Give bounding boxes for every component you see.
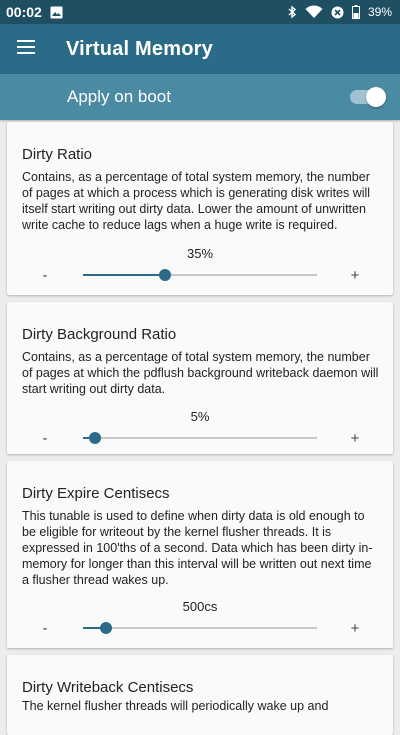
slider-thumb[interactable] <box>89 432 101 444</box>
image-icon <box>50 6 63 19</box>
cross-icon <box>331 6 344 19</box>
dirty-expire-centisecs-card <box>7 461 393 648</box>
increase-button[interactable]: + <box>350 430 360 447</box>
dirty-ratio-card <box>7 122 393 295</box>
dirty-expire-centisecs-slider[interactable] <box>83 627 317 629</box>
decrease-button[interactable]: - <box>42 267 48 284</box>
decrease-button[interactable]: - <box>42 620 48 637</box>
card-description: Contains, as a percentage of total system memory, the number of pages at which the pdflush background writeback daemon will start writing out dirty data. <box>22 350 379 396</box>
dirty-ratio-slider[interactable] <box>83 274 317 276</box>
slider-value: 5% <box>190 409 210 424</box>
toggle-knob <box>366 87 386 107</box>
decrease-button[interactable]: - <box>42 430 48 447</box>
battery-icon <box>352 5 360 19</box>
apply-on-boot-row <box>0 74 400 120</box>
status-time: 00:02 <box>6 4 42 20</box>
menu-button[interactable] <box>0 24 52 74</box>
slider-value: 500cs <box>182 599 218 614</box>
battery-level: 39% <box>367 5 392 19</box>
wifi-icon <box>305 5 323 19</box>
increase-button[interactable]: + <box>350 267 360 284</box>
app-bar <box>0 24 400 74</box>
slider-fill <box>83 274 165 276</box>
dirty-background-ratio-card <box>7 302 393 454</box>
card-title: Dirty Ratio <box>22 146 93 163</box>
card-description: This tunable is used to define when dirty data is old enough to be eligible for writeout by the kernel flusher threads. It is expressed in 100'ths of a second. Data which has been dirty in-memory for longer than this interval will be written out next time a flusher thread wakes up. <box>22 509 373 587</box>
status-bar <box>0 0 400 24</box>
card-title: Dirty Background Ratio <box>22 326 177 343</box>
slider-thumb[interactable] <box>100 622 112 634</box>
apply-on-boot-toggle[interactable] <box>350 90 382 104</box>
dirty-background-ratio-slider[interactable] <box>83 437 317 439</box>
bluetooth-icon <box>287 5 297 19</box>
apply-on-boot-label: Apply on boot <box>67 87 171 106</box>
page-title: Virtual Memory <box>66 37 213 60</box>
card-description: The kernel flusher threads will periodically wake up and <box>22 699 329 713</box>
dirty-writeback-centisecs-card <box>7 655 393 735</box>
slider-value: 35% <box>186 246 214 261</box>
slider-thumb[interactable] <box>159 269 171 281</box>
card-description: Contains, as a percentage of total system memory, the number of pages at which a process which is generating disk writes will itself start writing out dirty data. Lower the amount of unwritten write cache to reduce lags when a huge write is required. <box>22 170 371 232</box>
card-title: Dirty Expire Centisecs <box>22 485 170 502</box>
increase-button[interactable]: + <box>350 620 360 637</box>
menu-icon <box>17 40 35 59</box>
card-title: Dirty Writeback Centisecs <box>22 679 194 696</box>
